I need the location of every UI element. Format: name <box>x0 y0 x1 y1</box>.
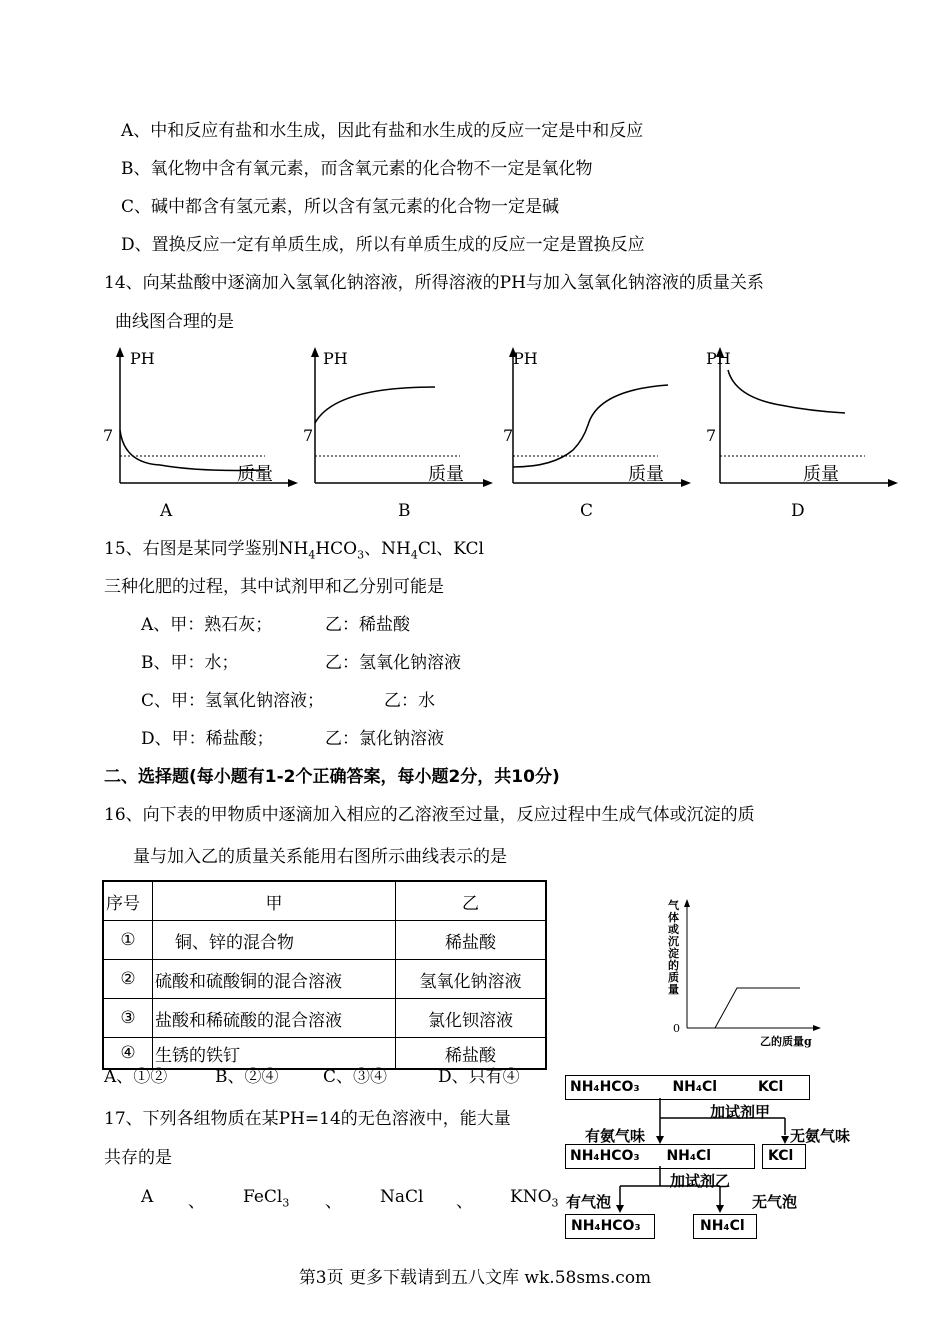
seven-label: 7 <box>103 426 114 445</box>
seven-label: 7 <box>706 426 717 445</box>
table-cell: ④ <box>103 1038 153 1070</box>
graph-y-char: 沉 <box>668 935 679 948</box>
q16-answer-a: A、①② <box>104 1067 168 1087</box>
graph-y-char: 质 <box>668 971 679 984</box>
q15-sub: 4 <box>308 548 316 562</box>
table-header-row <box>103 881 546 921</box>
q15-stem-line2: 三种化肥的过程，其中试剂甲和乙分别可能是 <box>104 577 444 597</box>
graph-y-char: 体 <box>668 911 679 924</box>
table-cell: 铜、锌的混合物 <box>153 921 396 960</box>
table-cell: ② <box>103 960 153 999</box>
graph-y-char: 气 <box>668 899 679 912</box>
flow-mid-item: NH₄HCO₃ <box>570 1148 640 1164</box>
q17-formula: KNO <box>510 1187 552 1207</box>
table-row <box>103 1038 546 1070</box>
q14-graph-a <box>100 345 300 495</box>
graph-y-char: 或 <box>668 923 679 936</box>
q17-nacl: NaCl <box>380 1187 424 1207</box>
q15-stem-line1 <box>104 538 484 566</box>
q14-label-c: C <box>580 501 594 521</box>
q15-stem-prefix: 15、右图是某同学鉴别NH <box>104 539 309 559</box>
page-footer: 第3页 更多下载请到五八文库 wk.58sms.com <box>298 1268 652 1288</box>
q16-answer-d: D、只有④ <box>438 1067 520 1087</box>
q14-stem-line2: 曲线图合理的是 <box>115 312 234 332</box>
axis-y-label: PH <box>323 349 348 368</box>
axis-x-label: 质量 <box>428 464 464 485</box>
q17-formula: FeCl <box>243 1187 283 1207</box>
flow-top-item: KCl <box>757 1079 784 1095</box>
flow-final-right-box: NH₄Cl <box>693 1214 757 1239</box>
table-cell: ① <box>103 921 153 960</box>
table-cell: 硫酸和硫酸铜的混合溶液 <box>153 960 396 999</box>
graph-y-char: 量 <box>668 983 679 996</box>
q16-answer-b: B、②④ <box>215 1067 279 1087</box>
q14-graph-b <box>295 345 495 495</box>
q17-option-a-label: A <box>141 1187 154 1207</box>
q16-answer-c: C、③④ <box>323 1067 388 1087</box>
table-cell: 生锈的铁钉 <box>153 1038 396 1070</box>
q15-sub: 3 <box>357 548 365 562</box>
table-row <box>103 960 546 999</box>
q16-table <box>102 880 547 1070</box>
flow-top-item: NH₄HCO₃ <box>570 1079 640 1095</box>
table-cell: ③ <box>103 999 153 1038</box>
q15-option-c-second: 乙：水 <box>384 691 435 711</box>
q17-sep: 、 <box>456 1192 473 1212</box>
table-row <box>103 999 546 1038</box>
q17-sub: 3 <box>551 1196 559 1210</box>
graph-y-char: 的 <box>668 959 679 972</box>
flow-left1: 有氨气味 <box>585 1127 646 1145</box>
seven-label: 7 <box>503 426 514 445</box>
q13-option-d: D、置换反应一定有单质生成，所以有单质生成的反应一定是置换反应 <box>121 235 645 255</box>
table-cell: 盐酸和稀硫酸的混合溶液 <box>153 999 396 1038</box>
q17-stem-line2: 共存的是 <box>104 1148 172 1168</box>
flow-right2: 无气泡 <box>752 1193 798 1211</box>
q16-stem-line2: 量与加入乙的质量关系能用右图所示曲线表示的是 <box>133 847 507 867</box>
table-header-cell: 序号 <box>103 881 153 921</box>
q17-sep: 、 <box>188 1192 205 1212</box>
graph-origin: 0 <box>673 1022 680 1035</box>
q17-stem-line1: 17、下列各组物质在某PH=14的无色溶液中，能大量 <box>104 1109 511 1129</box>
flow-mid-box <box>565 1144 755 1169</box>
q14-graph-d <box>700 345 900 495</box>
q17-sep: 、 <box>325 1192 342 1212</box>
q15-option-c-first: C、甲：氢氧化钠溶液； <box>141 691 325 711</box>
flow-top-box <box>565 1075 810 1100</box>
q15-option-b-first: B、甲：水； <box>141 653 239 673</box>
q17-kno3 <box>510 1187 559 1209</box>
flow-mid-item: NH₄Cl <box>666 1148 712 1164</box>
table-cell: 氯化钡溶液 <box>396 999 547 1038</box>
table-cell: 氢氧化钠溶液 <box>396 960 547 999</box>
q15-stem-part: HCO <box>315 539 358 559</box>
q15-option-d-second: 乙：氯化钠溶液 <box>325 729 444 749</box>
q15-option-d-first: D、甲：稀盐酸； <box>141 729 274 749</box>
flow-top-item: NH₄Cl <box>672 1079 718 1095</box>
q15-stem-part: 、NH <box>364 539 411 559</box>
q14-label-d: D <box>791 501 805 521</box>
axis-y-label: PH <box>130 349 155 368</box>
q17-fecl3 <box>243 1187 289 1209</box>
q14-label-a: A <box>160 501 173 521</box>
flow-reagent1: 加试剂甲 <box>710 1103 771 1121</box>
q14-label-b: B <box>398 501 411 521</box>
q16-graph <box>665 895 835 1048</box>
q15-sub: 4 <box>410 548 418 562</box>
table-header-cell: 甲 <box>153 881 396 921</box>
q17-sub: 3 <box>282 1196 290 1210</box>
q14-stem-line1: 14、向某盐酸中逐滴加入氢氧化钠溶液，所得溶液的PH与加入氢氧化钠溶液的质量关系 <box>104 273 764 293</box>
graph-y-char: 淀 <box>668 947 679 960</box>
q14-graph-c <box>493 345 693 495</box>
section2-title: 二、选择题(每小题有1-2个正确答案，每小题2分，共10分) <box>104 767 560 787</box>
flow-right1: 无氨气味 <box>790 1127 851 1145</box>
flow-reagent2: 加试剂乙 <box>670 1172 731 1190</box>
flow-left2: 有气泡 <box>566 1193 612 1211</box>
seven-label: 7 <box>303 426 314 445</box>
q13-option-b: B、氧化物中含有氧元素，而含氧元素的化合物不一定是氧化物 <box>121 159 593 179</box>
graph-x-label: 乙的质量g <box>760 1035 812 1048</box>
flow-final-left-box: NH₄HCO₃ <box>565 1214 655 1239</box>
axis-x-label: 质量 <box>803 464 839 485</box>
table-cell: 稀盐酸 <box>396 921 547 960</box>
table-header-cell: 乙 <box>396 881 547 921</box>
q15-option-a-second: 乙：稀盐酸 <box>325 615 410 635</box>
q15-option-a-first: A、甲：熟石灰； <box>141 615 273 635</box>
q15-option-b-second: 乙：氢氧化钠溶液 <box>325 653 461 673</box>
flow-kcl-box: KCl <box>762 1144 806 1169</box>
table-cell: 稀盐酸 <box>396 1038 547 1070</box>
q15-stem-end: Cl、KCl <box>417 539 484 559</box>
q13-option-c: C、碱中都含有氢元素，所以含有氢元素的化合物一定是碱 <box>121 197 560 217</box>
axis-y-label: PH <box>513 349 538 368</box>
axis-x-label: 质量 <box>628 464 664 485</box>
axis-y-label: PH <box>706 349 731 368</box>
table-row <box>103 921 546 960</box>
q13-option-a: A、中和反应有盐和水生成，因此有盐和水生成的反应一定是中和反应 <box>121 121 644 141</box>
axis-x-label: 质量 <box>237 464 273 485</box>
q16-stem-line1: 16、向下表的甲物质中逐滴加入相应的乙溶液至过量，反应过程中生成气体或沉淀的质 <box>104 805 755 825</box>
